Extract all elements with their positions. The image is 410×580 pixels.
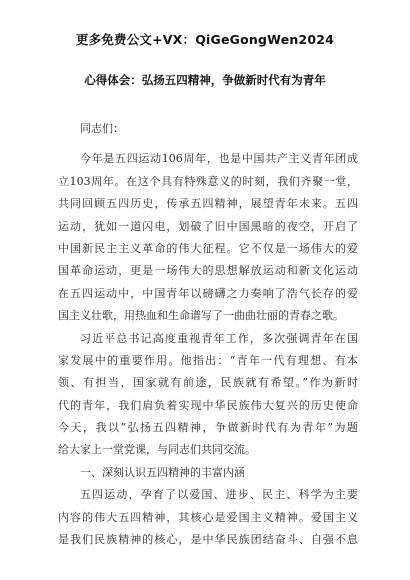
paragraph-1-line-5: 中国新民主主义革命的伟大征程。它不仅是一场伟大的爱 xyxy=(58,241,358,255)
paragraph-2-line-2: 家发展中的重要作用。他指出：“青年一代有理想、有本 xyxy=(58,353,358,367)
paragraph-1-line-8: 国主义壮歌，用热血和生命谱写了一曲曲壮丽的青春之歌。 xyxy=(58,309,344,323)
paragraph-3-line-2: 内容的伟大五四精神，其核心是爱国主义精神。爱国主义 xyxy=(58,510,358,524)
greeting-line: 同志们： xyxy=(80,122,124,135)
paragraph-2-line-1: 习近平总书记高度重视青年工作，多次强调青年在国 xyxy=(80,331,358,345)
paragraph-3-line-1: 五四运动，孕育了以爱国、进步、民主、科学为主要 xyxy=(80,488,358,502)
paragraph-1-line-3: 共同回顾五四历史，传承五四精神，展望青年未来。五四 xyxy=(58,197,358,211)
paragraph-1-line-7: 在五四运动中，中国青年以磅礴之力奏响了浩气长存的爱 xyxy=(58,286,358,300)
paragraph-1-line-2: 立103周年。在这个具有特殊意义的时刻，我们齐聚一堂， xyxy=(58,174,358,188)
paragraph-3-line-3: 是我们民族精神的核心，是中华民族团结奋斗、自强不息 xyxy=(58,533,358,547)
document-body xyxy=(58,118,358,551)
paragraph-1-line-6: 国革命运动，更是一场伟大的思想解放运动和新文化运动 xyxy=(58,264,358,278)
page-header: 更多免费公文+VX：QiGeGongWen2024 xyxy=(75,32,335,47)
paragraph-2-line-4: 代的青年，我们肩负着实现中华民族伟大复兴的历史使命 xyxy=(58,398,358,412)
paragraph-1-line-1: 今年是五四运动106周年，也是中国共产主义青年团成 xyxy=(80,152,358,166)
paragraph-2-line-5: 今天，我以“弘扬五四精神，争做新时代有为青年”为题 xyxy=(58,421,358,435)
paragraph-2-line-6: 给大家上一堂党课，与同志们共同交流。 xyxy=(58,443,256,457)
paragraph-2-line-3: 领、有担当，国家就有前途，民族就有希望。”作为新时 xyxy=(58,376,358,390)
paragraph-1-line-4: 运动，犹如一道闪电，划破了旧中国黑暗的夜空，开启了 xyxy=(58,219,358,233)
document-title: 心得体会：弘扬五四精神，争做新时代有为青年 xyxy=(84,73,326,87)
section-heading-1: 一、深刻认识五四精神的丰富内涵 xyxy=(80,465,245,479)
